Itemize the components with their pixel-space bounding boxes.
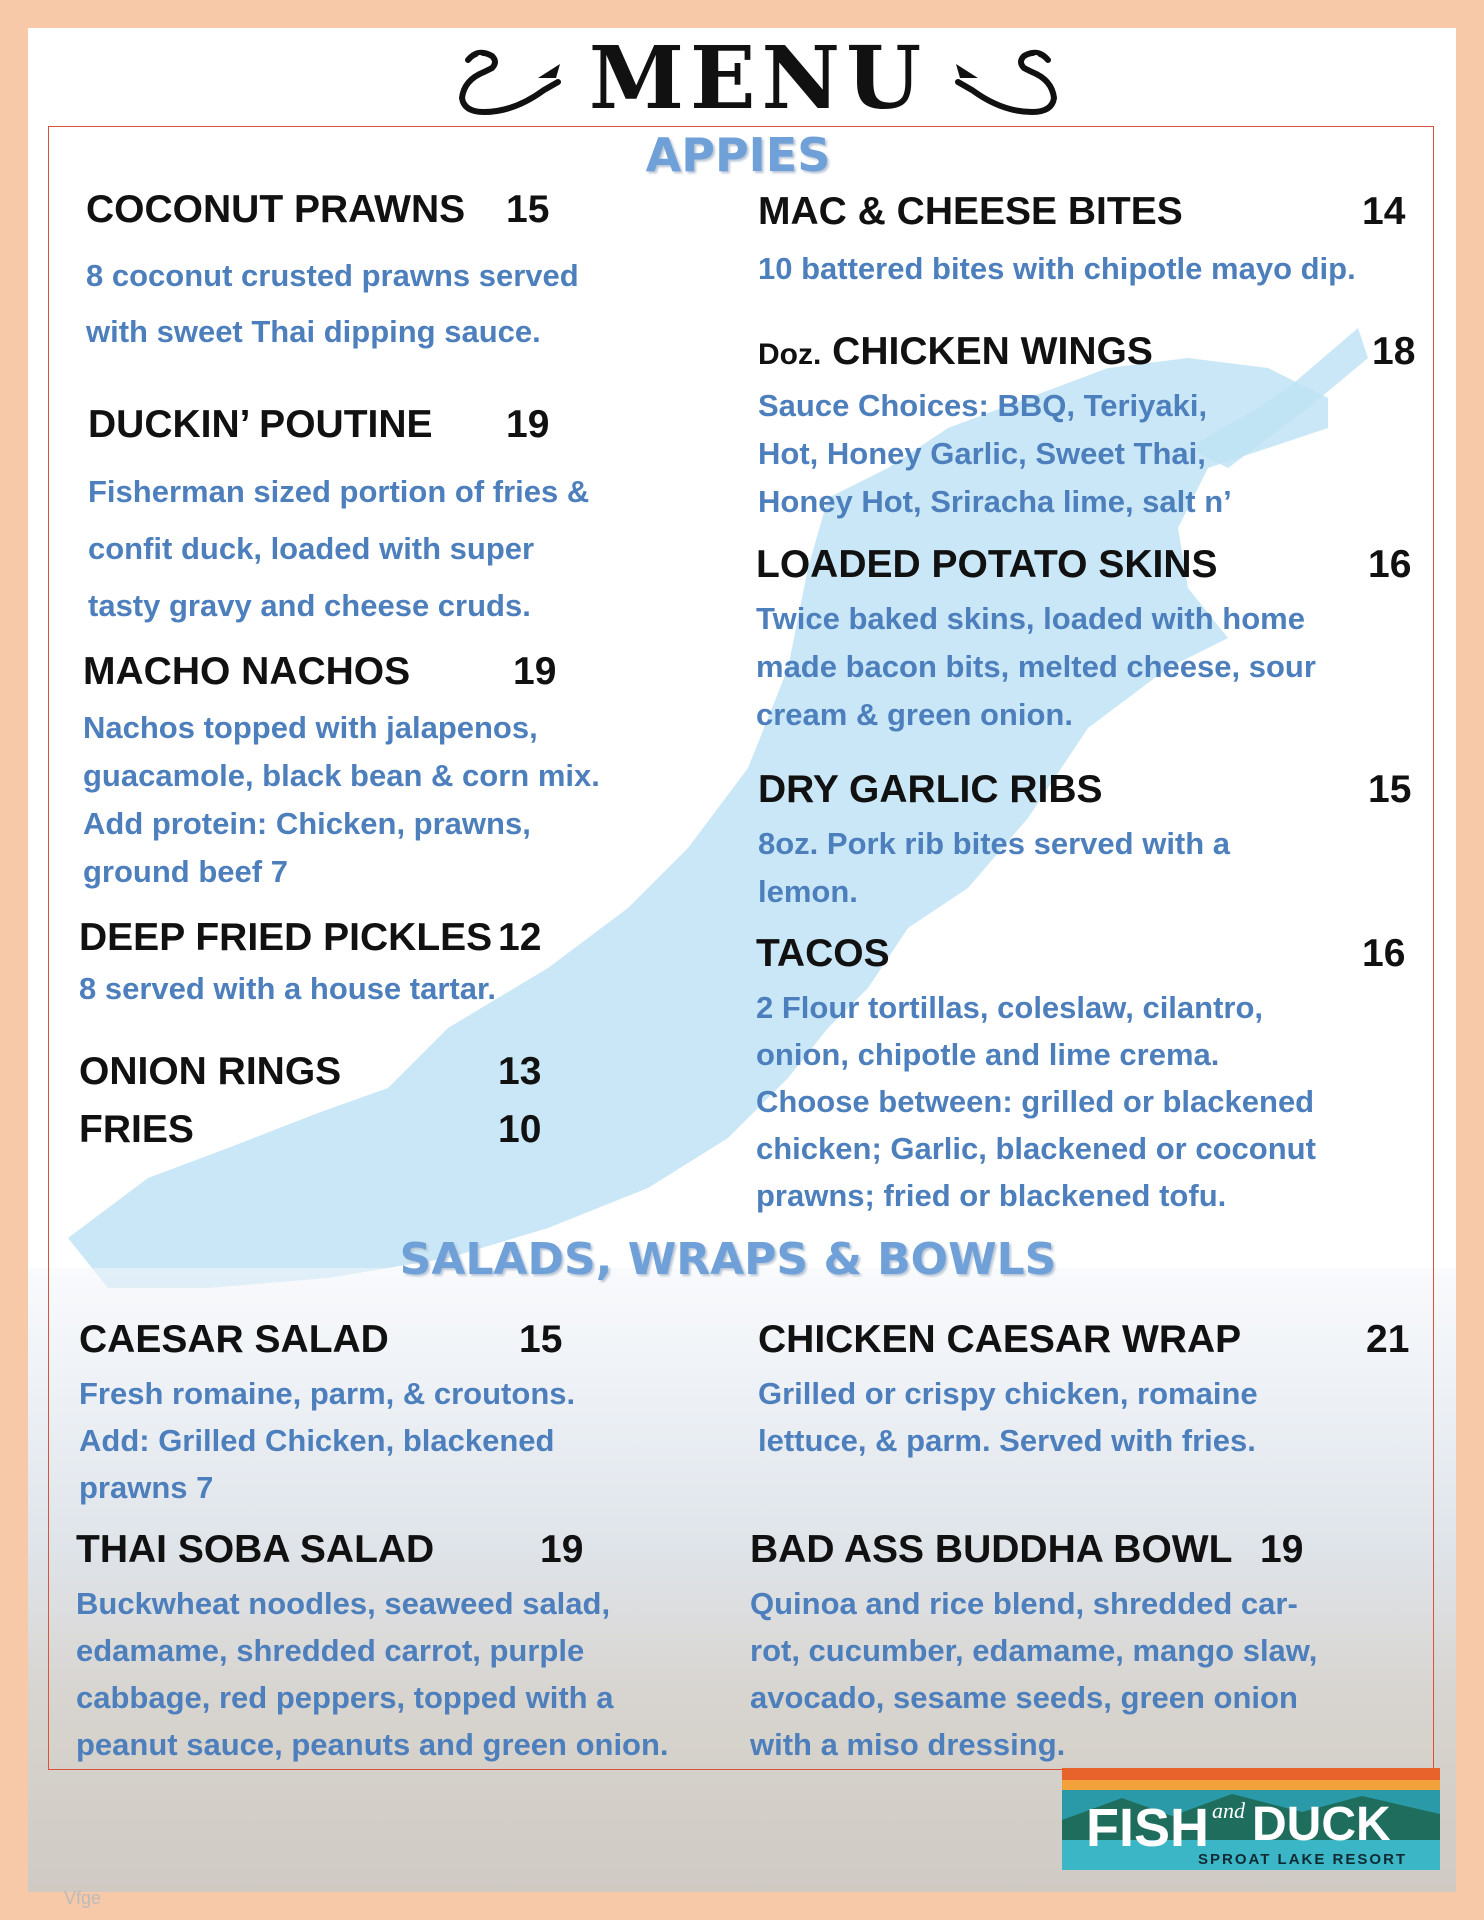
item-description: Twice baked skins, loaded with home made bacon bits, melted cheese, sour cream & green onion.: [756, 601, 1316, 732]
item-name: CAESAR SALAD: [79, 1318, 389, 1361]
section-salads: SALADS, WRAPS & BOWLS: [399, 1234, 1057, 1285]
item-name: DRY GARLIC RIBS: [758, 768, 1103, 811]
item-price: 19: [506, 403, 550, 446]
watermark: Vfge: [64, 1888, 102, 1908]
duck-hook-left-icon: [438, 42, 578, 122]
item-price: 15: [506, 188, 550, 231]
item-name: BAD ASS BUDDHA BOWL: [750, 1528, 1233, 1571]
item-name: DUCKIN’ POUTINE: [88, 403, 433, 446]
item-description: Buckwheat noodles, seaweed salad, edamame, shredded carrot, purple cabbage, red peppers, topped with a peanut sauce, peanuts and green onion.: [76, 1586, 669, 1762]
menu-header: [28, 28, 1456, 129]
item-price: 10: [498, 1108, 542, 1151]
menu-page: [28, 28, 1456, 1908]
item-description: Fresh romaine, parm, & croutons. Add: Grilled Chicken, blackened prawns 7: [79, 1376, 576, 1505]
item-name: LOADED POTATO SKINS: [756, 543, 1218, 586]
item-price: 19: [540, 1528, 584, 1571]
item-price: 15: [1368, 768, 1412, 811]
item-price: 13: [498, 1050, 542, 1093]
item-description: 8oz. Pork rib bites served with a lemon.: [758, 826, 1231, 909]
duck-hook-right-icon: [938, 42, 1078, 122]
item-name: TACOS: [756, 932, 890, 975]
item-description: 2 Flour tortillas, coleslaw, cilantro, onion, chipotle and lime crema. Choose between: grilled or blackened chicken; Garlic, blackened or coconut prawns; fried or blackened tofu.: [756, 990, 1316, 1213]
item-price: 19: [1260, 1528, 1304, 1571]
item-description: Grilled or crispy chicken, romaine lettuce, & parm. Served with fries.: [758, 1376, 1258, 1458]
item-name: ONION RINGS: [79, 1050, 342, 1093]
item-description: Quinoa and rice blend, shredded car- rot, cucumber, edamame, mango slaw, avocado, sesame seeds, green onion with a miso dressing.: [750, 1586, 1318, 1762]
item-description: 10 battered bites with chipotle mayo dip.: [758, 251, 1356, 286]
item-price: 16: [1368, 543, 1412, 586]
item-name: COCONUT PRAWNS: [86, 188, 466, 231]
section-appies: APPIES: [645, 128, 831, 182]
item-price: 12: [498, 916, 542, 959]
item-description: 8 coconut crusted prawns served with sweet Thai dipping sauce.: [86, 258, 579, 349]
item-name: Doz. CHICKEN WINGS: [758, 330, 1153, 373]
svg-text:DUCK: DUCK: [1252, 1798, 1391, 1851]
item-price: 15: [519, 1318, 563, 1361]
item-name: DEEP FRIED PICKLES: [79, 916, 493, 959]
item-name: MACHO NACHOS: [83, 650, 411, 693]
item-name: THAI SOBA SALAD: [76, 1528, 435, 1571]
item-name: CHICKEN CAESAR WRAP: [758, 1318, 1242, 1361]
item-price: 18: [1372, 330, 1416, 373]
item-price: 16: [1362, 932, 1406, 975]
menu-title: MENU: [588, 28, 928, 129]
svg-text:SPROAT LAKE RESORT: SPROAT LAKE RESORT: [1198, 1851, 1408, 1868]
fish-and-duck-logo: [1062, 1768, 1440, 1870]
item-price: 19: [513, 650, 557, 693]
item-price: 14: [1362, 190, 1406, 233]
svg-text:FISH: FISH: [1086, 1798, 1210, 1858]
item-description: Fisherman sized portion of fries & confit duck, loaded with super tasty gravy and cheese cruds.: [88, 474, 590, 623]
item-description: 8 served with a house tartar.: [79, 971, 496, 1006]
item-description: Nachos topped with jalapenos, guacamole, black bean & corn mix. Add protein: Chicken, prawns, ground beef 7: [83, 710, 600, 889]
item-price: 21: [1366, 1318, 1410, 1361]
item-name: FRIES: [79, 1108, 194, 1151]
svg-text:and: and: [1212, 1798, 1245, 1823]
item-name: MAC & CHEESE BITES: [758, 190, 1183, 233]
item-description: Sauce Choices: BBQ, Teriyaki, Hot, Honey Garlic, Sweet Thai, Honey Hot, Sriracha lime, salt n’: [758, 388, 1232, 519]
